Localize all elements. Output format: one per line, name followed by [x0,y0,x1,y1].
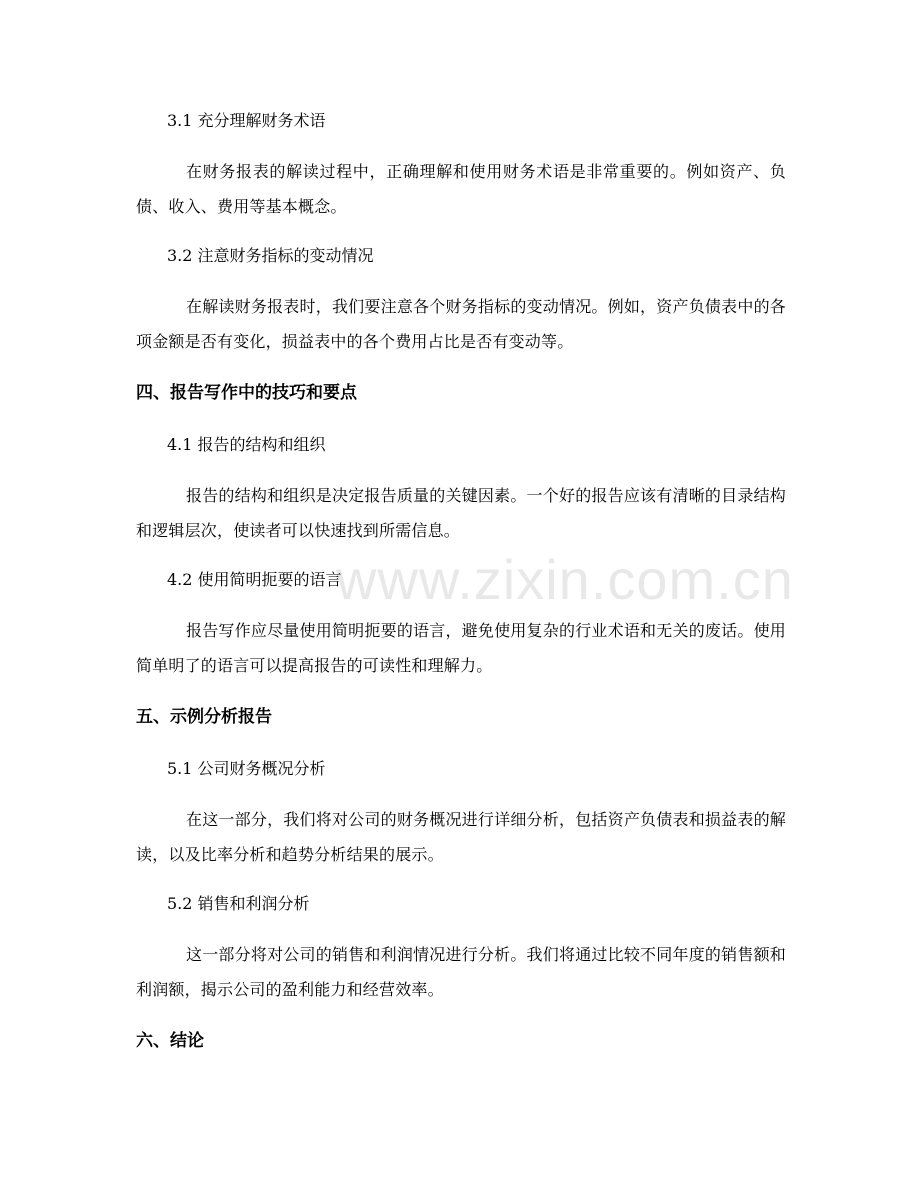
subheading-3-2: 3.2 注意财务指标的变动情况 [167,246,374,265]
subheading-5-1: 5.1 公司财务概况分析 [167,759,326,778]
subheading-4-1: 4.1 报告的结构和组织 [167,435,326,454]
subheading-4-2: 4.2 使用简明扼要的语言 [167,570,342,589]
paragraph-5-1: 在这一部分，我们将对公司的财务概况进行详细分析，包括资产负债表和损益表的解读，以及比率分析和趋势分析结果的展示。 [136,810,786,864]
section-heading-5: 五、示例分析报告 [136,707,272,727]
paragraph-3-2: 在解读财务报表时，我们要注意各个财务指标的变动情况。例如，资产负债表中的各项金额是否有变化，损益表中的各个费用占比是否有变动等。 [136,297,786,351]
section-heading-4: 四、报告写作中的技巧和要点 [136,383,357,403]
paragraph-5-2: 这一部分将对公司的销售和利润情况进行分析。我们将通过比较不同年度的销售额和利润额，揭示公司的盈利能力和经营效率。 [136,945,786,999]
paragraph-4-2: 报告写作应尽量使用简明扼要的语言，避免使用复杂的行业术语和无关的废话。使用简单明了的语言可以提高报告的可读性和理解力。 [136,621,786,675]
subheading-3-1: 3.1 充分理解财务术语 [167,111,326,130]
paragraph-4-1: 报告的结构和组织是决定报告质量的关键因素。一个好的报告应该有清晰的目录结构和逻辑层次，使读者可以快速找到所需信息。 [136,486,786,540]
subheading-5-2: 5.2 销售和利润分析 [167,894,310,913]
watermark: www.zixin.com.cn [336,548,794,611]
section-heading-6: 六、结论 [136,1031,204,1051]
paragraph-3-1: 在财务报表的解读过程中，正确理解和使用财务术语是非常重要的。例如资产、负债、收入、费用等基本概念。 [136,162,786,216]
